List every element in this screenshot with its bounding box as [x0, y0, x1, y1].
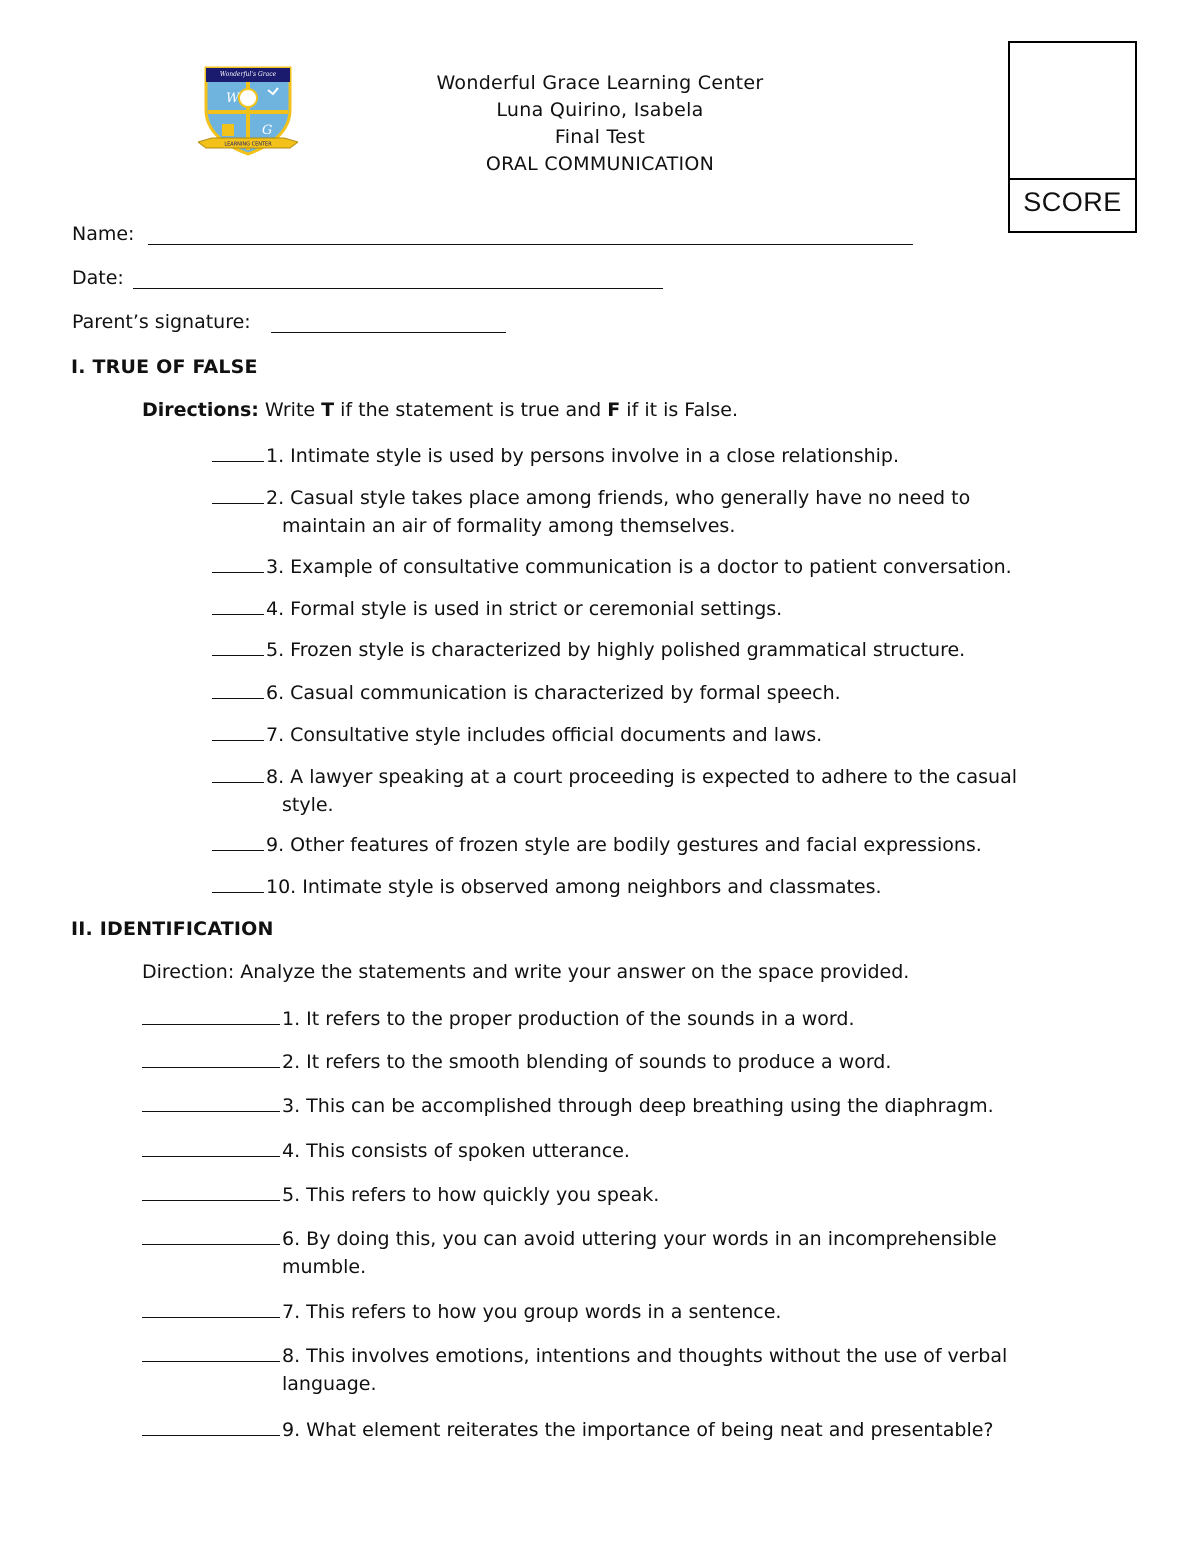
exam-title: Final Test	[554, 126, 646, 148]
answer-blank[interactable]	[142, 1347, 280, 1362]
svg-text:G: G	[262, 123, 273, 138]
school-name: Wonderful Grace Learning Center	[436, 72, 764, 94]
directions-label: Directions:	[142, 399, 259, 421]
section-identification-title: II. IDENTIFICATION	[71, 918, 274, 940]
school-address: Luna Quirino, Isabela	[496, 99, 704, 121]
tf-item-1: 1. Intimate style is used by persons involve in a close relationship.	[212, 442, 1112, 470]
answer-blank[interactable]	[212, 641, 264, 656]
id-item-2: 2. It refers to the smooth blending of sounds to produce a word.	[142, 1048, 1082, 1076]
id-item-5: 5. This refers to how quickly you speak.	[142, 1181, 1082, 1209]
answer-blank[interactable]	[212, 726, 264, 741]
score-divider	[1010, 178, 1135, 180]
tf-item-7: 7. Consultative style includes official documents and laws.	[212, 721, 1112, 749]
id-item-4: 4. This consists of spoken utterance.	[142, 1137, 1082, 1165]
name-line[interactable]	[148, 244, 913, 245]
tf-item-10: 10. Intimate style is observed among neighbors and classmates.	[212, 873, 1112, 901]
answer-blank[interactable]	[212, 558, 264, 573]
date-label: Date:	[72, 267, 124, 289]
answer-blank[interactable]	[142, 1186, 280, 1201]
answer-blank[interactable]	[212, 878, 264, 893]
tf-item-8: 8. A lawyer speaking at a court proceeding is expected to adhere to the casual style.	[212, 763, 1112, 819]
tf-item-9: 9. Other features of frozen style are bodily gestures and facial expressions.	[212, 831, 1112, 859]
id-item-8: 8. This involves emotions, intentions and thoughts without the use of verbal language.	[142, 1342, 1082, 1398]
id-item-1: 1. It refers to the proper production of the sounds in a word.	[142, 1005, 1082, 1033]
svg-text:Wonderful's Grace: Wonderful's Grace	[219, 71, 277, 78]
id-item-9: 9. What element reiterates the importance of being neat and presentable?	[142, 1416, 1082, 1444]
tf-item-2: 2. Casual style takes place among friends, who generally have no need to maintain an air of formality among themselves.	[212, 484, 1112, 540]
tf-item-3: 3. Example of consultative communication is a doctor to patient conversation.	[212, 553, 1112, 581]
identification-directions: Direction: Analyze the statements and write your answer on the space provided.	[142, 961, 910, 983]
svg-text:W: W	[226, 91, 240, 106]
section-true-false-title: I. TRUE OF FALSE	[71, 356, 258, 378]
answer-blank[interactable]	[212, 600, 264, 615]
id-item-3: 3. This can be accomplished through deep breathing using the diaphragm.	[142, 1092, 1082, 1120]
tf-item-6: 6. Casual communication is characterized by formal speech.	[212, 679, 1112, 707]
svg-text:LEARNING CENTER: LEARNING CENTER	[224, 141, 272, 148]
signature-label: Parent’s signature:	[72, 311, 251, 333]
answer-blank[interactable]	[142, 1421, 280, 1436]
answer-blank[interactable]	[142, 1303, 280, 1318]
answer-blank[interactable]	[142, 1010, 280, 1025]
tf-item-5: 5. Frozen style is characterized by highly polished grammatical structure.	[212, 636, 1112, 664]
answer-blank[interactable]	[212, 768, 264, 783]
score-box	[1008, 41, 1137, 233]
true-false-directions: Directions: Write T if the statement is true and F if it is False.	[142, 399, 739, 421]
date-line[interactable]	[133, 288, 663, 289]
answer-blank[interactable]	[212, 684, 264, 699]
score-label: SCORE	[1023, 187, 1122, 217]
answer-blank[interactable]	[142, 1053, 280, 1068]
name-label: Name:	[72, 223, 135, 245]
answer-blank[interactable]	[212, 489, 264, 504]
answer-blank[interactable]	[142, 1142, 280, 1157]
tf-item-4: 4. Formal style is used in strict or ceremonial settings.	[212, 595, 1112, 623]
signature-line[interactable]	[271, 332, 506, 333]
answer-blank[interactable]	[212, 447, 264, 462]
answer-blank[interactable]	[142, 1230, 280, 1245]
id-item-6: 6. By doing this, you can avoid uttering your words in an incomprehensible mumble.	[142, 1225, 1082, 1281]
subject-title: ORAL COMMUNICATION	[485, 153, 715, 175]
id-item-7: 7. This refers to how you group words in a sentence.	[142, 1298, 1082, 1326]
answer-blank[interactable]	[212, 836, 264, 851]
answer-blank[interactable]	[142, 1097, 280, 1112]
